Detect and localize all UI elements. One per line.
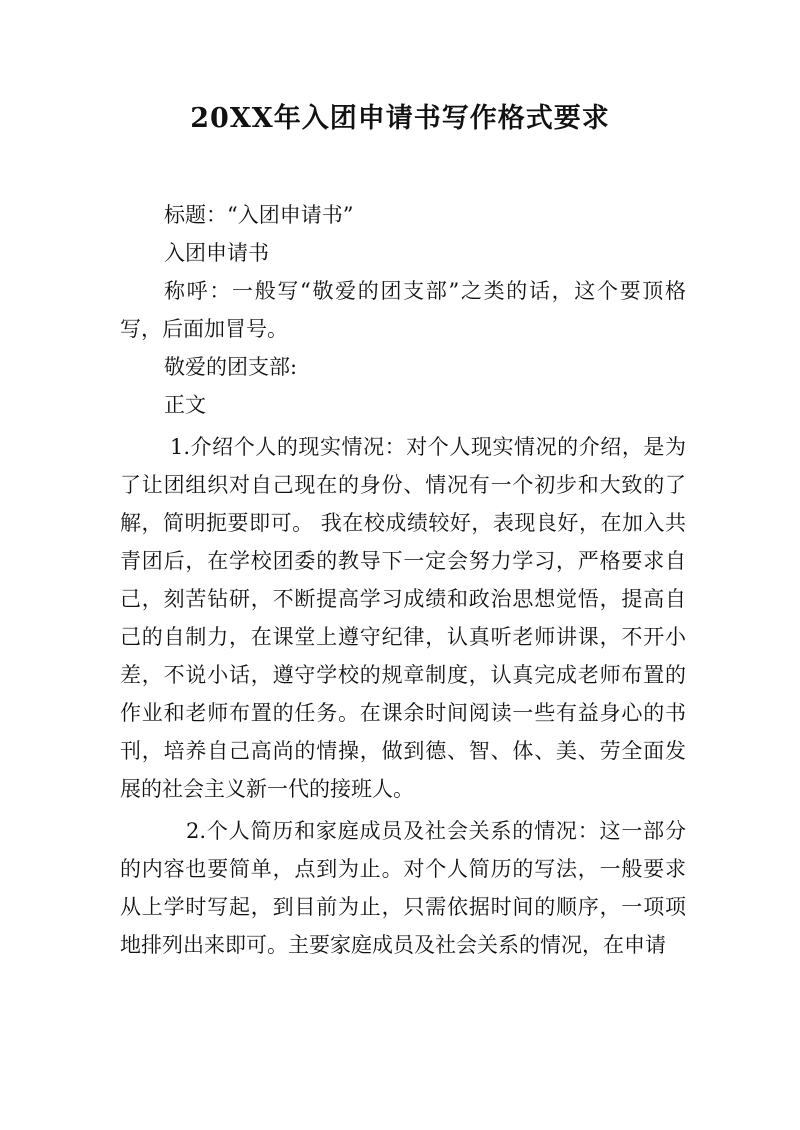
paragraph-personal-history: 2.个人简历和家庭成员及社会关系的情况：这一部分的内容也要简单，点到为止。对个人简历的写法，一般要求从上学时写起，到目前为止，只需依据时间的顺序，一项项地排列出来即可。主要家庭成员及社会关系的情况，在申请 bbox=[120, 819, 686, 957]
paragraph-personal-situation: 1.介绍个人的现实情况：对个人现实情况的介绍，是为了让团组织对自己现在的身份、情况有一个初步和大致的了解，简明扼要即可。 我在校成绩较好，表现良好，在加入共青团后，在学校团委的教导下一定会努力学习，严格要求自己，刻苦钻研，不断提高学习成绩和政治思想觉悟，提高自己的自制力，在课堂上遵守纪律，认真听老师讲课，不开小差，不说小话，遵守学校的规章制度，认真完成老师布置的作业和老师布置的任务。在课余时间阅读一些有益身心的书刊，培养自己高尚的情操，做到德、智、体、美、劳全面发展的社会主义新一代的接班人。 bbox=[120, 435, 686, 801]
paragraph-heading-example: 入团申请书 bbox=[164, 241, 269, 265]
paragraph-salutation-example: 敬爱的团支部: bbox=[164, 355, 298, 379]
paragraph-body-heading: 正文 bbox=[164, 393, 206, 417]
document-title: 20XX年入团申请书写作格式要求 bbox=[190, 103, 610, 134]
paragraph-salutation-format: 称呼：一般写“敬爱的团支部”之类的话，这个要顶格写，后面加冒号。 bbox=[120, 279, 686, 341]
document-body bbox=[120, 196, 686, 964]
paragraph-title-format: 标题：“入团申请书” bbox=[164, 203, 354, 227]
